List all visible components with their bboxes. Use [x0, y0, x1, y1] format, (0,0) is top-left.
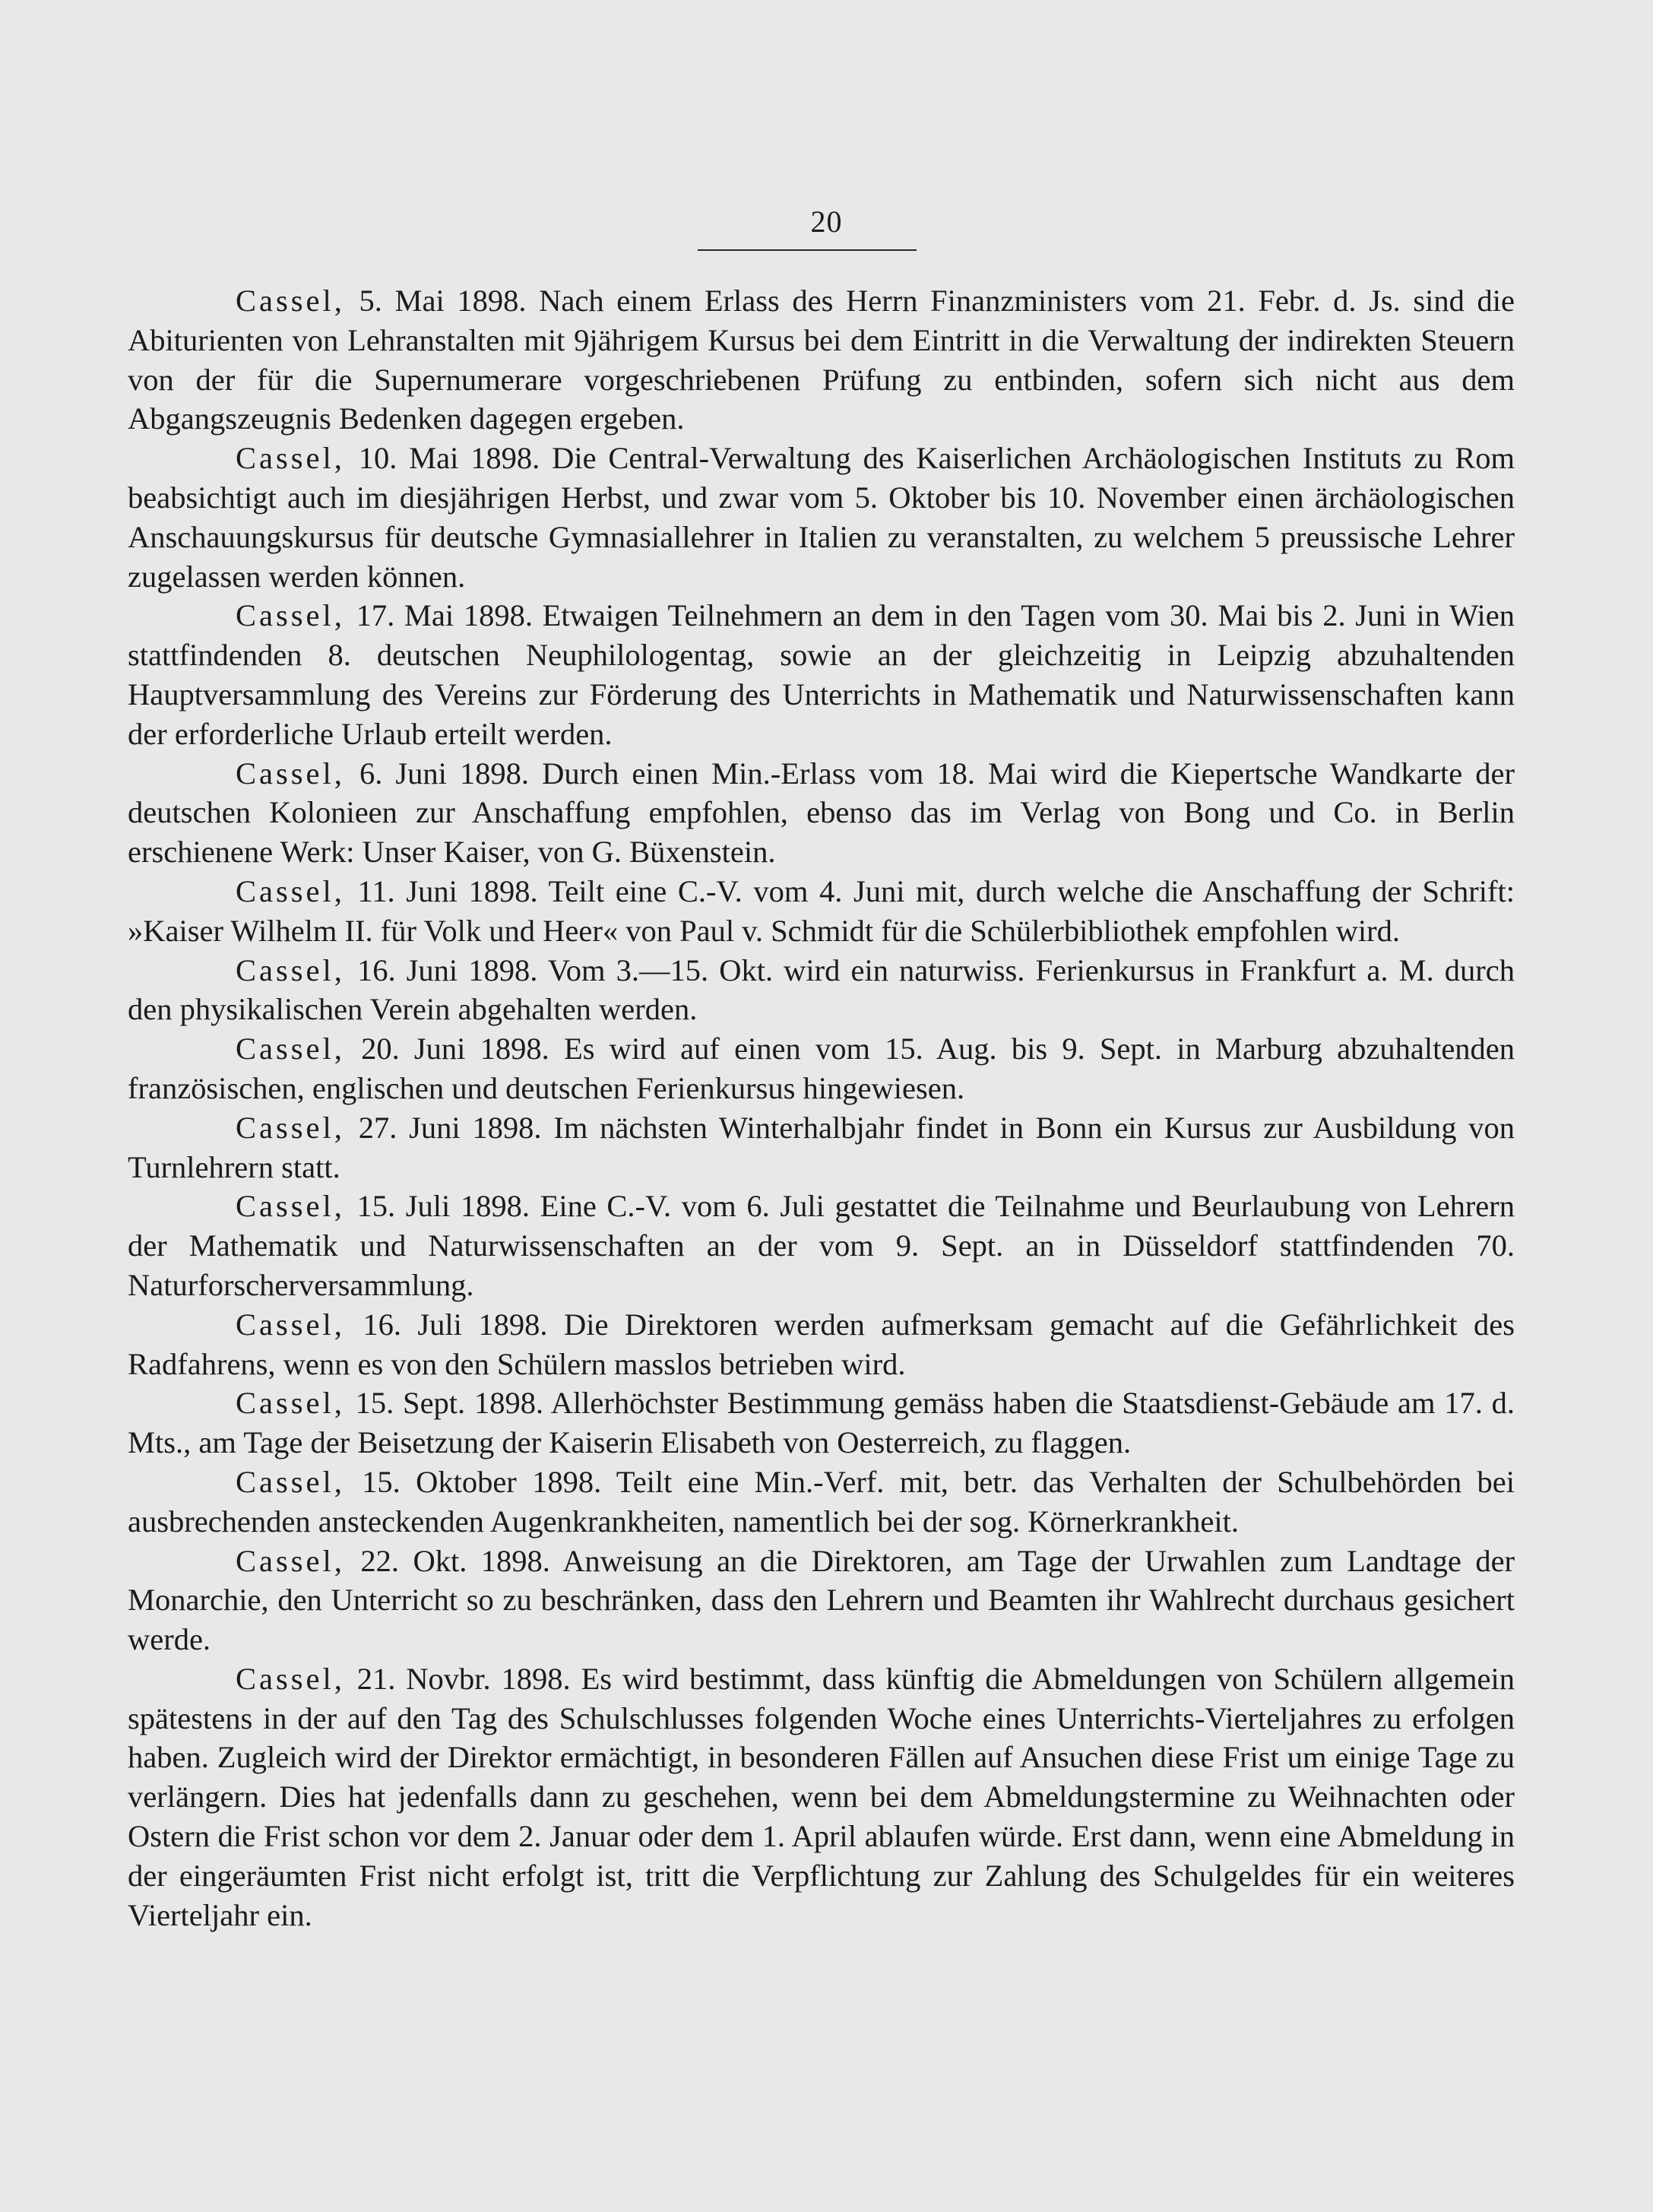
- entry-place: Cassel: [236, 1464, 334, 1499]
- entry-text: Die Direktoren werden aufmerksam gemacht auf die Gefährlichkeit des Radfahrens, wenn es von den Schülern masslos betrieben wird.: [128, 1307, 1515, 1381]
- decree-entry: Cassel, 5. Mai 1898. Nach einem Erlass des Herrn Finanzministers vom 21. Febr. d. Js. sind die Abiturienten von Lehranstalten mit 9jährigem Kursus bei dem Eintritt in die Verwaltung der indirekten Steuern von der für die Supernumerare vorgeschriebenen Prüfung zu entbinden, sofern sich nicht aus dem Abgangszeugnis Bedenken dagegen ergeben.: [128, 284, 1515, 436]
- entry-text: Es wird auf einen vom 15. Aug. bis 9. Sept. in Marburg abzuhaltenden französischen, englischen und deutschen Ferienkursus hingewiesen.: [128, 1032, 1515, 1105]
- decree-entry: Cassel, 27. Juni 1898. Im nächsten Winterhalbjahr findet in Bonn ein Kursus zur Ausbildung von Turnlehrern statt.: [128, 1110, 1515, 1184]
- decree-entry: Cassel, 15. Oktober 1898. Teilt eine Min.-Verf. mit, betr. das Verhalten der Schulbehörden bei ausbrechenden ansteckenden Augenkrankheiten, namentlich bei der sog. Körnerkrankheit.: [128, 1464, 1515, 1539]
- decree-entry: Cassel, 11. Juni 1898. Teilt eine C.-V. vom 4. Juni mit, durch welche die Anschaffung der Schrift: »Kaiser Wilhelm II. für Volk und Heer« von Paul v. Schmidt für die Schülerbibliothek empfohlen wird.: [128, 873, 1515, 948]
- entry-text: Die Central-Verwaltung des Kaiserlichen Archäologischen Instituts zu Rom beabsichtigt auch im diesjährigen Herbst, und zwar vom 5. Oktober bis 10. November einen ärchäologischen Anschauungskursus für deutsche Gymnasiallehrer in Italien zu veranstalten, zu welchem 5 preussische Lehrer zugelassen werden können.: [128, 441, 1515, 594]
- entry-date: 20. Juni 1898.: [361, 1032, 549, 1066]
- entry-date: 21. Novbr. 1898.: [356, 1661, 571, 1696]
- entry-place: Cassel: [236, 1032, 334, 1066]
- decree-entry: Cassel, 16. Juni 1898. Vom 3.—15. Okt. wird ein naturwiss. Ferienkursus in Frankfurt a. M. durch den physikalischen Verein abgehalten werden.: [128, 952, 1515, 1027]
- entry-date: 15. Oktober 1898.: [362, 1464, 602, 1499]
- decree-entry: Cassel, 16. Juli 1898. Die Direktoren werden aufmerksam gemacht auf die Gefährlichkeit des Radfahrens, wenn es von den Schülern masslos betrieben wird.: [128, 1307, 1515, 1381]
- entry-place: Cassel: [236, 1661, 334, 1696]
- entry-text: Allerhöchster Bestimmung gemäss haben die Staatsdienst-Gebäude am 17. d. Mts., am Tage der Beisetzung der Kaiserin Elisabeth von Oesterreich, zu flaggen.: [128, 1386, 1515, 1460]
- page-number-rule: [698, 249, 917, 251]
- entry-date: 6. Juni 1898.: [359, 756, 530, 791]
- entry-date: 11. Juni 1898.: [357, 873, 538, 908]
- entry-date: 27. Juni 1898.: [358, 1110, 542, 1145]
- entry-place: Cassel: [236, 1543, 334, 1578]
- entry-place: Cassel: [236, 441, 334, 476]
- decree-list: [128, 281, 1515, 1935]
- decree-entry: Cassel, 15. Sept. 1898. Allerhöchster Bestimmung gemäss haben die Staatsdienst-Gebäude am 17. d. Mts., am Tage der Beisetzung der Kaiserin Elisabeth von Oesterreich, zu flaggen.: [128, 1386, 1515, 1460]
- entry-text: Es wird bestimmt, dass künftig die Abmeldungen von Schülern allgemein spätestens in der auf den Tag des Schulschlusses folgenden Woche eines Unterrichts-Vierteljahres zu erfolgen haben. Zugleich wird der Direktor ermächtigt, in besonderen Fällen auf Ansuchen diese Frist um einige Tage zu verlängern. Dies hat jedenfalls dann zu geschehen, wenn bei dem Abmeldungstermine zu Weihnachten oder Ostern die Frist schon vor dem 2. Januar oder dem 1. April ablaufen würde. Erst dann, wenn eine Abmeldung in der eingeräumten Frist nicht erfolgt ist, tritt die Verpflichtung zur Zahlung des Schulgeldes für ein weiteres Vierteljahr ein.: [128, 1661, 1515, 1932]
- entry-text: Vom 3.—15. Okt. wird ein naturwiss. Ferienkursus in Frankfurt a. M. durch den physikalischen Verein abgehalten werden.: [128, 952, 1515, 1027]
- decree-entry: Cassel, 10. Mai 1898. Die Central-Verwaltung des Kaiserlichen Archäologischen Instituts zu Rom beabsichtigt auch im diesjährigen Herbst, und zwar vom 5. Oktober bis 10. November einen ärchäologischen Anschauungskursus für deutsche Gymnasiallehrer in Italien zu veranstalten, zu welchem 5 preussische Lehrer zugelassen werden können.: [128, 441, 1515, 594]
- entry-place: Cassel: [236, 1386, 334, 1421]
- entry-place: Cassel: [236, 1189, 334, 1224]
- entry-date: 16. Juni 1898.: [356, 952, 538, 987]
- entry-text: Durch einen Min.-Erlass vom 18. Mai wird die Kiepertsche Wandkarte der deutschen Kolonieen zur Anschaffung empfohlen, ebenso das im Verlag von Bong und Co. in Berlin erschienene Werk: Unser Kaiser, von G. Büxenstein.: [128, 756, 1515, 870]
- entry-text: Teilt eine C.-V. vom 4. Juni mit, durch welche die Anschaffung der Schrift: »Kaiser Wilhelm II. für Volk und Heer« von Paul v. Schmidt für die Schülerbibliothek empfohlen wird.: [128, 873, 1515, 948]
- decree-entry: Cassel, 20. Juni 1898. Es wird auf einen vom 15. Aug. bis 9. Sept. in Marburg abzuhaltenden französischen, englischen und deutschen Ferienkursus hingewiesen.: [128, 1032, 1515, 1105]
- decree-entry: Cassel, 15. Juli 1898. Eine C.-V. vom 6. Juli gestattet die Teilnahme und Beurlaubung von Lehrern der Mathematik und Naturwissenschaften an der vom 9. Sept. an in Düsseldorf stattfindenden 70. Naturforscherversammlung.: [128, 1189, 1515, 1302]
- decree-entry: Cassel, 21. Novbr. 1898. Es wird bestimmt, dass künftig die Abmeldungen von Schülern allgemein spätestens in der auf den Tag des Schulschlusses folgenden Woche eines Unterrichts-Vierteljahres zu erfolgen haben. Zugleich wird der Direktor ermächtigt, in besonderen Fällen auf Ansuchen diese Frist um einige Tage zu verlängern. Dies hat jedenfalls dann zu geschehen, wenn bei dem Abmeldungstermine zu Weihnachten oder Ostern die Frist schon vor dem 2. Januar oder dem 1. April ablaufen würde. Erst dann, wenn eine Abmeldung in der eingeräumten Frist nicht erfolgt ist, tritt die Verpflichtung zur Zahlung des Schulgeldes für ein weiteres Vierteljahr ein.: [128, 1661, 1515, 1932]
- entry-place: Cassel: [236, 873, 334, 908]
- decree-entry: Cassel, 6. Juni 1898. Durch einen Min.-Erlass vom 18. Mai wird die Kiepertsche Wandkarte der deutschen Kolonieen zur Anschaffung empfohlen, ebenso das im Verlag von Bong und Co. in Berlin erschienene Werk: Unser Kaiser, von G. Büxenstein.: [128, 756, 1515, 870]
- entry-date: 16. Juli 1898.: [363, 1307, 548, 1342]
- entry-place: Cassel: [236, 598, 334, 633]
- entry-date: 15. Juli 1898.: [356, 1189, 530, 1224]
- entry-place: Cassel: [236, 952, 334, 987]
- entry-date: 15. Sept. 1898.: [355, 1386, 544, 1421]
- entry-text: Nach einem Erlass des Herrn Finanzministers vom 21. Febr. d. Js. sind die Abiturienten von Lehranstalten mit 9jährigem Kursus bei dem Eintritt in die Verwaltung der indirekten Steuern von der für die Supernumerare vorgeschriebenen Prüfung zu entbinden, sofern sich nicht aus dem Abgangszeugnis Bedenken dagegen ergeben.: [128, 284, 1515, 436]
- entry-place: Cassel: [236, 756, 334, 791]
- entry-date: 10. Mai 1898.: [358, 441, 540, 476]
- entry-date: 5. Mai 1898.: [359, 284, 527, 318]
- entry-place: Cassel: [236, 284, 334, 318]
- decree-entry: Cassel, 17. Mai 1898. Etwaigen Teilnehmern an dem in den Tagen vom 30. Mai bis 2. Juni in Wien stattfindenden 8. deutschen Neuphilologentag, sowie an der gleichzeitig in Leipzig abzuhaltenden Hauptversammlung des Vereins zur Förderung des Unterrichts in Mathematik und Naturwissenschaften kann der erforderliche Urlaub erteilt werden.: [128, 598, 1515, 751]
- entry-text: Etwaigen Teilnehmern an dem in den Tagen vom 30. Mai bis 2. Juni in Wien stattfindenden 8. deutschen Neuphilologentag, sowie an der gleichzeitig in Leipzig abzuhaltenden Hauptversammlung des Vereins zur Förderung des Unterrichts in Mathematik und Naturwissenschaften kann der erforderliche Urlaub erteilt werden.: [128, 598, 1515, 751]
- entry-date: 22. Okt. 1898.: [360, 1543, 550, 1578]
- page-number: 20: [810, 204, 843, 239]
- entry-text: Im nächsten Winterhalbjahr findet in Bonn ein Kursus zur Ausbildung von Turnlehrern statt.: [128, 1110, 1515, 1184]
- entry-text: Anweisung an die Direktoren, am Tage der Urwahlen zum Landtage der Monarchie, den Unterricht so zu beschränken, dass den Lehrern und Beamten ihr Wahlrecht durchaus gesichert werde.: [128, 1543, 1515, 1657]
- entry-text: Eine C.-V. vom 6. Juli gestattet die Teilnahme und Beurlaubung von Lehrern der Mathematik und Naturwissenschaften an der vom 9. Sept. an in Düsseldorf stattfindenden 70. Naturforscherversammlung.: [128, 1189, 1515, 1302]
- entry-place: Cassel: [236, 1307, 334, 1342]
- entry-date: 17. Mai 1898.: [356, 598, 533, 633]
- entry-text: Teilt eine Min.-Verf. mit, betr. das Verhalten der Schulbehörden bei ausbrechenden ansteckenden Augenkrankheiten, namentlich bei der sog. Körnerkrankheit.: [128, 1464, 1515, 1539]
- entry-place: Cassel: [236, 1110, 334, 1145]
- decree-entry: Cassel, 22. Okt. 1898. Anweisung an die Direktoren, am Tage der Urwahlen zum Landtage der Monarchie, den Unterricht so zu beschränken, dass den Lehrern und Beamten ihr Wahlrecht durchaus gesichert werde.: [128, 1543, 1515, 1657]
